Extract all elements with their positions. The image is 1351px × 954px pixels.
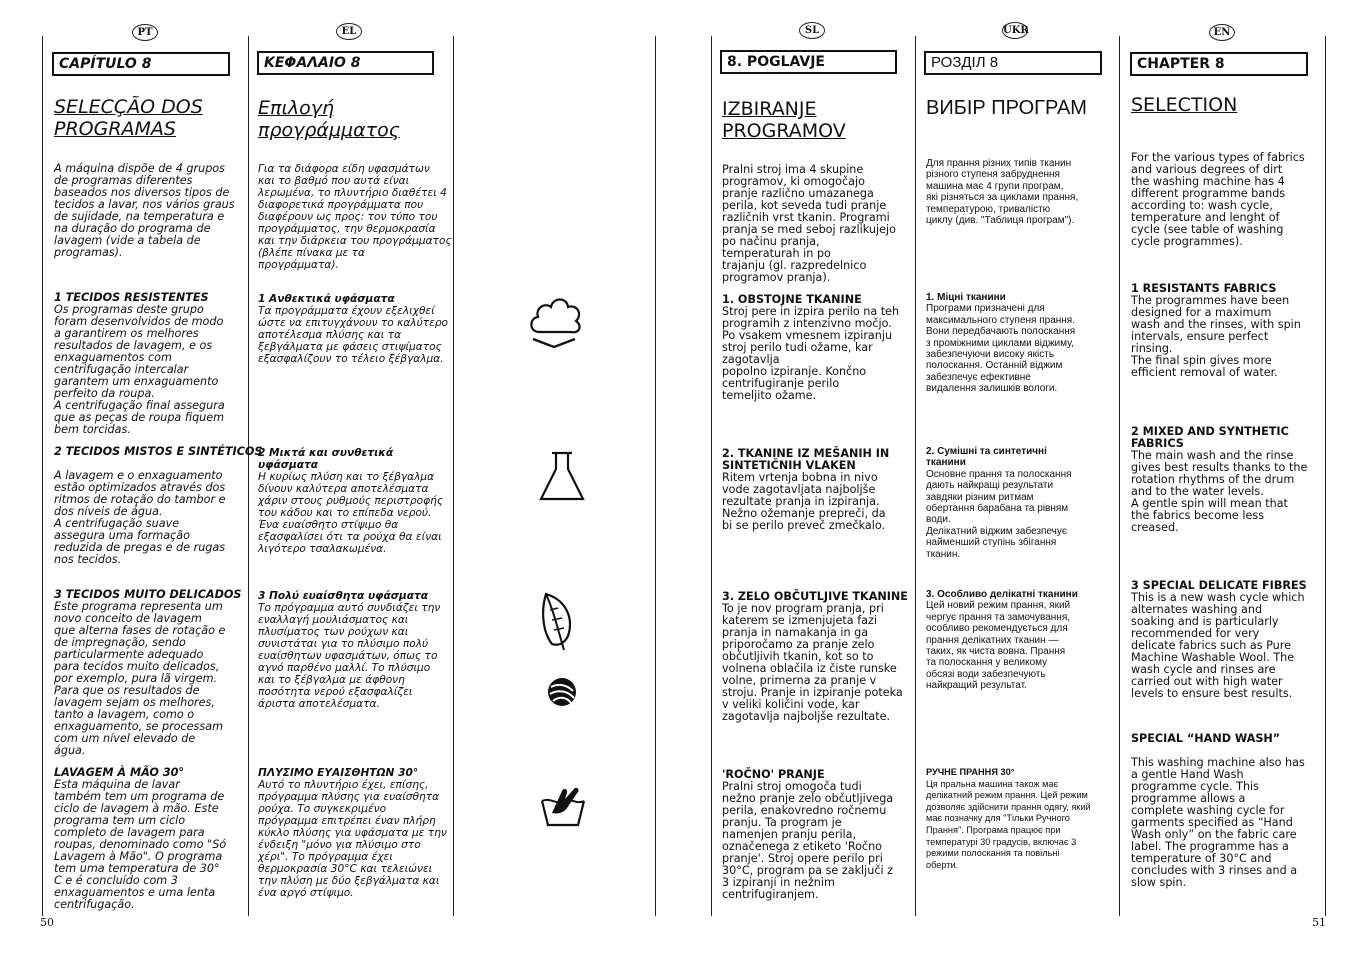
cotton-cloud-icon [525, 292, 585, 352]
intro-text-en: For the various types of fabrics and various degrees of dirt the washing machine has 4 different programme bands according to: wash cycle, temperature and lenght of cycle (see table of washing cycle programmes). [1131, 151, 1305, 248]
section-1-body-ukr: Програми призначені для максимального ступеня прання. Вони передбачають полоскання з проміжними циклами віджиму, забезпечуючи високу якість полоскання. Останній віджим забезпечує ефективне видалення залишків вологи. [926, 303, 1076, 395]
page-number-right: 51 [1312, 916, 1326, 929]
section-1-body-en: The programmes have been designed for a maximum wash and the rinses, with spin intervals, ensure perfect rinsing. The final spin gives more efficient removal of water. [1131, 294, 1301, 379]
section-2-heading-en: 2 MIXED AND SYNTHETIC FABRICS [1131, 425, 1289, 450]
section-3-heading-el: 3 Πολύ ευαίσθητα υφάσματα [258, 590, 429, 602]
section-2-heading-sl: 2. TKANINE IZ MEŠANIH IN SINTETIČNIH VLAKEN [722, 447, 890, 472]
section-4-heading-ukr: РУЧНЕ ПРАННЯ 30° [926, 767, 1015, 777]
section-1-heading-pt: 1 TECIDOS RESISTENTES [54, 291, 209, 304]
intro-text-sl: Pralni stroj ima 4 skupine programov, ki omogočajo pranje različno umazanega perila, kot seveda tudi pranje različnih vrst tkanin. Programi pranja se med seboj razlikujejo po načinu pranja, temperaturah in po trajanju (gl. razpredelnico programov pranja). [722, 163, 896, 284]
section-3-body-el: Το πρόγραμμα αυτό συνδιάζει την εναλλαγή μουλιάσματος και πλυσίματος των ρούχων και συνιστάται για το πλύσιμο πολύ ευαίσθητων υφασμάτων, όπως το αγνό παρθένο μαλλί. Το πλύσιμο και το ξέβγαλμα με άφθονη ποσότητα νερού εξασφαλίζει άριστα αποτελέσματα. [258, 602, 441, 710]
section-1-heading-ukr: 1. Міцні тканини [926, 292, 1006, 303]
section-3-el [258, 590, 440, 710]
chapter-heading-sl: 8. POGLAVJE [720, 50, 897, 74]
section-4-en [1131, 733, 1305, 889]
language-badge-pt: PT [132, 24, 158, 41]
section-2-body-sl: Ritem vrtenja bobna in nivo vode zagotavljata najboljše rezultate pranja in izpiranja. Nežno ožemanje prepreči, da bi se perilo preveč zmečkalo. [722, 471, 886, 532]
section-1-pt [54, 292, 225, 436]
page-number-left: 50 [40, 916, 54, 929]
section-1-heading-el: 1 Ανθεκτικά υφάσματα [258, 293, 395, 305]
section-4-ukr [926, 767, 1091, 871]
language-badge-sl: SL [799, 22, 825, 39]
section-2-body-pt: A lavagem e o enxaguamento estão optimizados através dos ritmos de rotação do tambor e dos níveis de água. A centrifugação suave assegura uma formação reduzida de pregas e de rugas nos tecidos. [54, 469, 226, 566]
wool-ball-icon [545, 675, 579, 709]
section-3-heading-pt: 3 TECIDOS MUITO DELICADOS [54, 588, 242, 601]
section-1-el [258, 293, 448, 365]
section-3-body-en: This is a new wash cycle which alternates washing and soaking and is particularly recommended for very delicate fabrics such as Pure Machine Washable Wool. The wash cycle and rinses are carried out with high water levels to ensure best results. [1131, 591, 1305, 700]
column-rule [1325, 36, 1326, 916]
hand-wash-icon [538, 783, 588, 829]
section-2-sl [722, 448, 889, 532]
section-2-body-ukr: Основне прання та полоскання дають найкращі результати завдяки різним ритмам обертання барабана та рівням води. Делікатний віджим забезпечує найменший ступінь збігання тканин. [926, 468, 1072, 560]
section-1-body-el: Τα προγράμματα έχουν εξελιχθεί ώστε να επιτυγχάνουν το καλύτερο αποτέλεσμα πλύσης και τα ξεβγάλματα με φάσεις στιψίματος εξασφαλίζουν το τέλειο ξέβγαλμα. [258, 305, 449, 365]
section-3-heading-ukr: 3. Особливо делікатні тканини [926, 589, 1078, 600]
section-3-heading-sl: 3. ZELO OBČUTLJIVE TKANINE [722, 590, 908, 603]
section-3-body-pt: Este programa representa um novo conceito de lavagem que alterna fases de rotação e de impregnação, sendo particularmente adequado para tecidos muito delicados, por exemplo, pura lã virgem. Para que os resultados de lavagem sejam os melhores, tanto a lavagem, como o enxaguamento, se processam com um nível elevado de água. [54, 600, 226, 757]
section-2-body-el: Η κυρίως πλύση και το ξέβγαλμα δίνουν καλύτερα αποτελέσματα χάριν στους ρυθμούς περιστροφής του κάδου και το επίπεδα νερού. Ένα ευαίσθητο στίψιμο θα εξασφαλίσει ότι τα ρούχα θα είναι λιγότερο τσαλακωμένα. [258, 471, 444, 555]
section-1-heading-en: 1 RESISTANTS FABRICS [1131, 282, 1277, 295]
column-rule [1119, 36, 1120, 916]
section-2-heading-el: 2 Μικτά και συνθετικά υφάσματα [258, 447, 394, 471]
intro-text-pt: A máquina dispõe de 4 grupos de programas diferentes baseados nos diversos tipos de tecidos a lavar, nos vários graus de sujidade, na temperatura e na duração do programa de lavagem (vide a tabela de programas). [54, 162, 235, 259]
section-1-en [1131, 283, 1301, 379]
section-4-body-ukr: Ця пральна машина також має делікатний режим прання. Цей режим дозволяє здійснити прання одягу, який має позначку для "Тільки Ручного Прання". Програма працює при температурі 30 градусів, включає 3 режими полоскання та повільні оберти. [926, 778, 1091, 870]
section-4-sl [722, 769, 893, 901]
section-title-pt: SELECÇÃO DOS PROGRAMAS [54, 96, 203, 140]
section-2-en [1131, 426, 1307, 534]
section-3-pt [54, 589, 241, 757]
section-3-sl [722, 591, 908, 723]
flask-icon [537, 449, 587, 503]
section-4-body-en: This washing machine also has a gentle Hand Wash programme cycle. This programme allows a complete washing cycle for garments specified as “Hand Wash only” on the fabric care label. The programme has a temperature of 30°C and concludes with 3 rinses and a slow spin. [1131, 756, 1305, 889]
section-4-heading-pt: LAVAGEM À MÃO 30° [54, 766, 185, 779]
section-1-ukr [926, 292, 1075, 395]
chapter-heading-pt: CAPÍTULO 8 [52, 52, 230, 76]
section-3-en [1131, 580, 1307, 700]
language-badge-ukr: UKR [1002, 22, 1028, 39]
column-rule [453, 36, 454, 916]
section-1-body-sl: Stroj pere in izpira perilo na teh programih z intenzivno močjo. Po vsakem vmesnem izpiranju stroj perilo tudi ožame, kar zagotavlja popolno izpiranje. Končno centrifugiranje perilo temeljito ožame. [722, 305, 900, 402]
section-title-en: SELECTION [1131, 94, 1238, 116]
section-2-heading-ukr: 2. Сумішні та синтетичні тканини [926, 446, 1047, 469]
section-4-heading-el: ΠΛΥΣΙΜΟ ΕΥΑΙΣΘΗΤΩΝ 30° [258, 767, 419, 779]
section-2-el [258, 447, 443, 555]
intro-text-ukr: Для прання різних типів тканин різного ступеня забруднення машина має 4 групи програм, які різняться за циклами прання, температурою, тривалістю циклу (див. "Таблиця програм"). [926, 158, 1079, 227]
chapter-heading-ukr: РОЗДІЛ 8 [924, 51, 1102, 75]
section-2-body-en: The main wash and the rinse gives best results thanks to the rotation rhythms of the drum and to the water levels. A gentle spin will mean that the fabrics become less creased. [1131, 449, 1308, 534]
language-badge-en: EN [1209, 24, 1235, 41]
section-2-heading-pt: 2 TECIDOS MISTOS E SINTÉTICOS [54, 445, 263, 458]
section-4-body-sl: Pralni stroj omogoča tudi nežno pranje zelo občutljivega perila, enakovredno ročnemu pranju. Ta program je namenjen pranju perila, označenega z etiketo 'Ročno pranje'. Stroj opere perilo pri 30°C, program pa se zaključi z 3 izpiranji in nežnim centrifugiranjem. [722, 780, 894, 901]
section-1-body-pt: Os programas deste grupo foram desenvolvidos de modo a garantirem os melhores resultados de lavagem, e os enxaguamentos com centrifugação intercalar garantem um enxaguamento perfeito da roupa. A centrifugação final assegura que as peças de roupa fiquem bem torcidas. [54, 303, 225, 436]
section-4-heading-en: SPECIAL “HAND WASH” [1131, 732, 1281, 745]
section-1-heading-sl: 1. OBSTOJNE TKANINE [722, 293, 862, 306]
section-2-ukr [926, 446, 1072, 560]
section-1-sl [722, 294, 899, 402]
section-4-heading-sl: 'ROČNO' PRANJE [722, 768, 825, 781]
column-rule [711, 36, 712, 916]
section-2-pt [54, 446, 263, 566]
column-rule [42, 36, 43, 916]
section-title-sl: IZBIRANJE PROGRAMOV [722, 98, 846, 142]
section-4-pt [54, 767, 226, 911]
section-4-body-el: Αυτό το πλυντήριο έχει, επίσης, πρόγραμμα πλύσης για ευαίσθητα ρούχα. Το συγκεκριμένο πρόγραμμα επιτρέπει έναν πλήρη κύκλο πλύσης για υφάσματα με την ένδειξη "μόνο για πλύσιμο στο χέρι". Το πρόγραμμα έχει θερμοκρασία 30°C και τελειώνει την πλύση με δύο ξεβγάλματα και ένα αργό στίψιμο. [258, 779, 447, 899]
section-4-el [258, 767, 447, 899]
intro-text-el: Για τα διάφορα είδη υφασμάτων και το βαθμό που αυτά είναι λερωμένα, το πλυντήριο διαθέτει 4 διαφορετικά προγράμματα που διαφέρουν ως προς: τον τύπο του προγράμματος, την θερμοκρασία και την διάρκεια του προγράμματος (βλέπε πίνακα με τα προγράμματα). [258, 163, 452, 271]
column-rule [915, 36, 916, 916]
chapter-heading-en: CHAPTER 8 [1130, 52, 1308, 76]
language-badge-el: EL [336, 23, 362, 40]
feather-icon [536, 590, 578, 652]
chapter-heading-el: ΚΕΦΑΛΑΙΟ 8 [257, 51, 434, 75]
section-3-heading-en: 3 SPECIAL DELICATE FIBRES [1131, 579, 1307, 592]
section-4-body-pt: Esta máquina de lavar também tem um programa de ciclo de lavagem à mão. Este programa tem um ciclo completo de lavagem para roupas, denominado como "Só Lavagem à Mão". O programa tem uma temperatura de 30° C e é concluído com 3 enxaguamentos e uma lenta centrifugação. [54, 778, 227, 911]
section-title-ukr: ВИБІР ПРОГРАМ [926, 97, 1087, 119]
section-3-body-sl: To je nov program pranja, pri katerem se izmenjujeta fazi pranja in namakanja in ga priporočamo za pranje zelo občutljivih tkanin, kot so to volnena oblačila iz čiste runske volne, primerna za pranje v stroju. Pranje in izpiranje poteka v veliki količini vode, kar zagotavlja najboljše rezultate. [722, 602, 903, 723]
section-title-el: Επιλογή προγράμματος [258, 97, 400, 141]
section-3-ukr [926, 589, 1078, 692]
column-rule [655, 36, 656, 916]
section-3-body-ukr: Цей новий режим прання, який чергує прання та замочування, особливо рекомендується для прання делікатних тканин — таких, як чиста вовна. Прання та полоскання у великому обсязі води забезпечують найкращий результат. [926, 600, 1071, 692]
